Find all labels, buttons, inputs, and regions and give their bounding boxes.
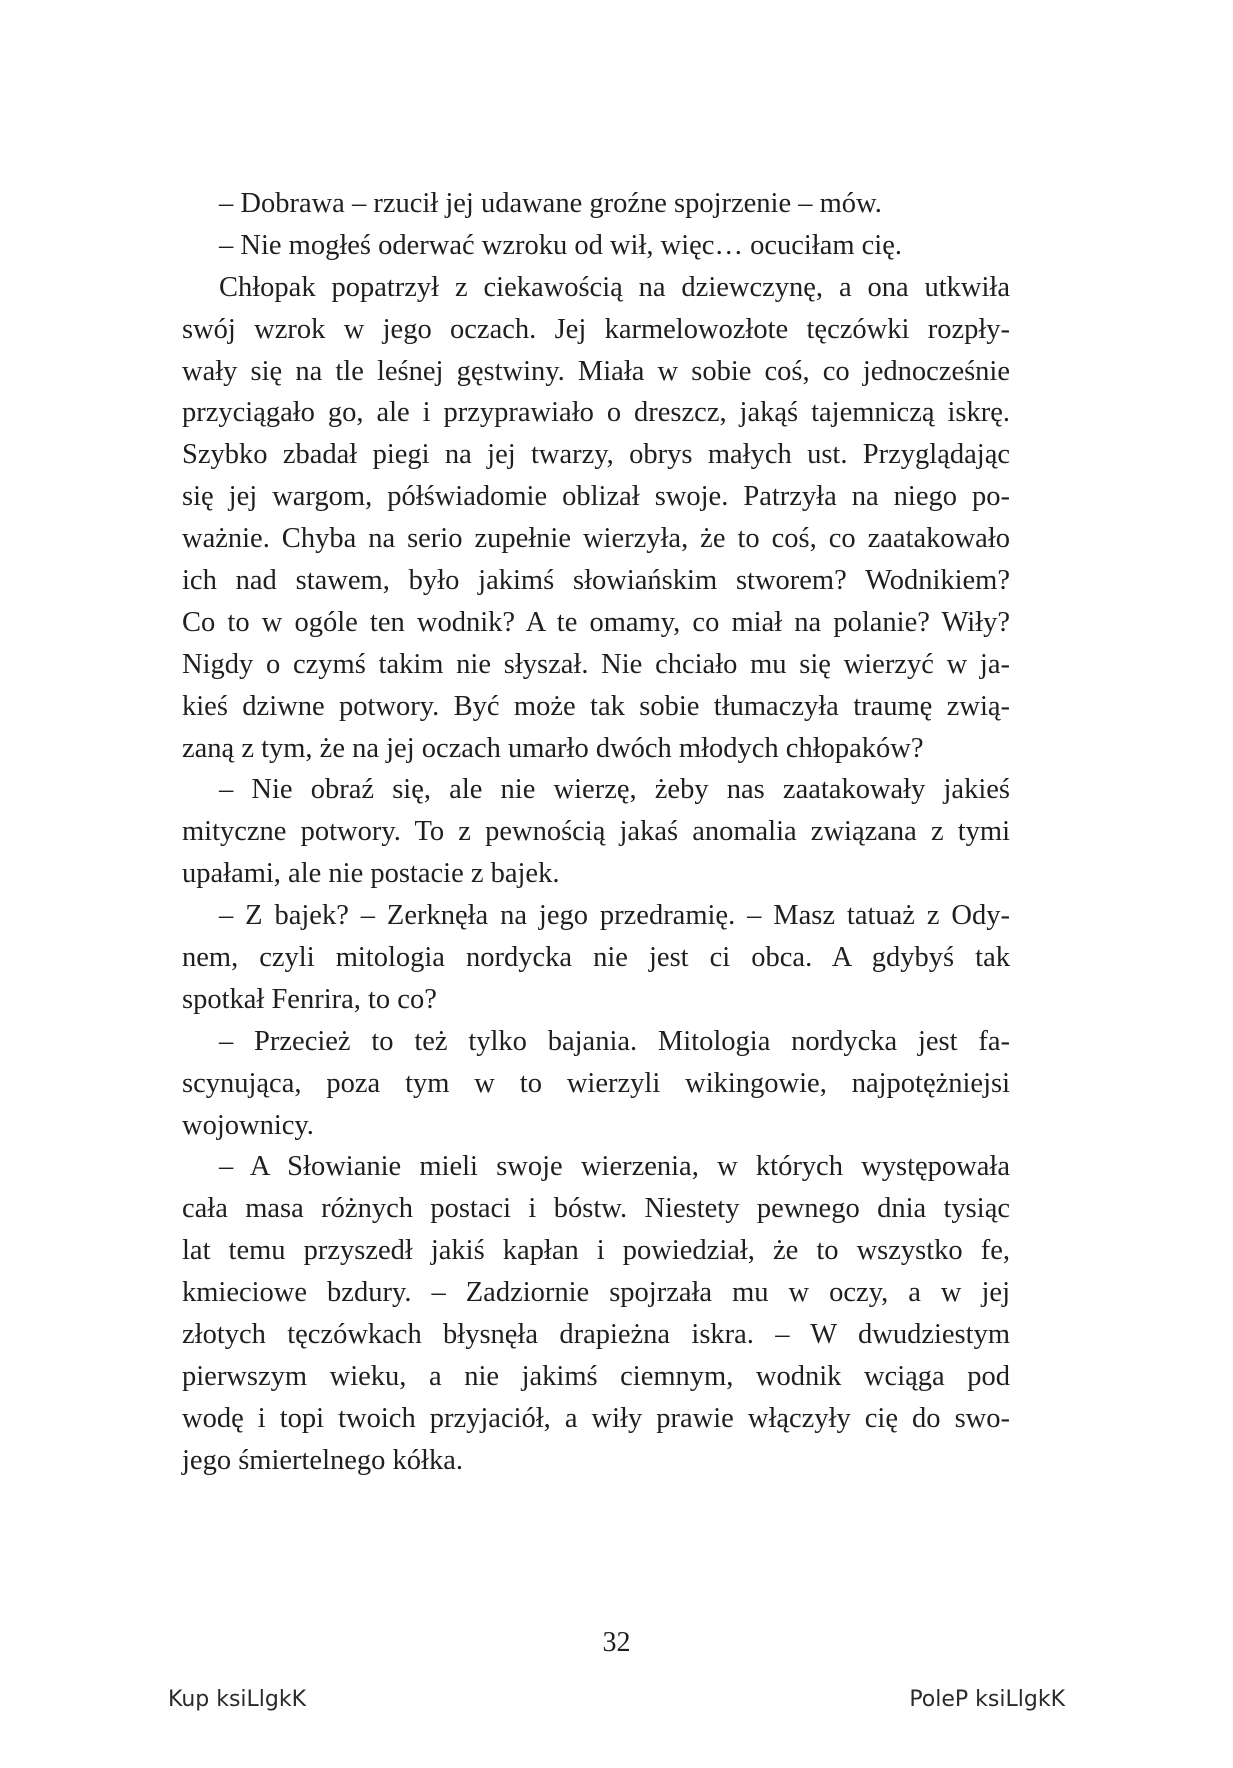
text-line: wojownicy. [182, 1109, 314, 1141]
text-line: – Z bajek? – Zerknęła na jego przedramię. – Masz tatuaż z Ody- [219, 900, 1010, 932]
text-line: wodę i topi twoich przyjaciół, a wiły prawie włączyły cię do swo- [182, 1402, 1010, 1434]
text-line: – Nie mogłeś oderwać wzroku od wił, więc… ocuciłam cię. [219, 229, 902, 261]
text-line: mityczne potwory. To z pewnością jakaś anomalia związana z tymi [182, 816, 1010, 848]
text-line: swój wzrok w jego oczach. Jej karmelowozłote tęczówki rozpły- [182, 313, 1010, 345]
text-line: Co to w ogóle ten wodnik? A te omamy, co miał na polanie? Wiły? [182, 606, 1010, 638]
text-line: lat temu przyszedł jakiś kapłan i powiedział, że to wszystko fe, [182, 1235, 1010, 1267]
text-line: cała masa różnych postaci i bóstw. Niestety pewnego dnia tysiąc [182, 1193, 1010, 1225]
text-line: Nigdy o czymś takim nie słyszał. Nie chciało mu się wierzyć w ja- [182, 648, 1010, 680]
text-line: ważnie. Chyba na serio zupełnie wierzyła, że to coś, co zaatakowało [182, 523, 1010, 555]
text-line: kieś dziwne potwory. Być może tak sobie tłumaczyła traumę zwią- [182, 690, 1010, 722]
text-line: pierwszym wieku, a nie jakimś ciemnym, wodnik wciąga pod [182, 1360, 1010, 1392]
text-line: się jej wargom, półświadomie oblizał swoje. Patrzyła na niego po- [182, 481, 1010, 513]
body-text [182, 183, 1010, 1482]
text-line: Szybko zbadał piegi na jej twarzy, obrys małych ust. Przyglądając [182, 439, 1010, 471]
text-line: – Dobrawa – rzucił jej udawane groźne spojrzenie – mów. [219, 188, 882, 219]
text-line: jego śmiertelnego kółka. [182, 1444, 463, 1476]
text-line: – Przecież to też tylko bajania. Mitologia nordycka jest fa- [219, 1025, 1010, 1057]
page-number: 32 [602, 1627, 631, 1658]
text-line: ich nad stawem, było jakimś słowiańskim stworem? Wodnikiem? [182, 565, 1010, 597]
text-line: upałami, ale nie postacie z bajek. [182, 858, 560, 890]
text-line: – A Słowianie mieli swoje wierzenia, w których występowała [219, 1151, 1010, 1183]
text-line: zaną z tym, że na jej oczach umarło dwóch młodych chłopaków? [182, 732, 924, 764]
text-line: złotych tęczówkach błysnęła drapieżna iskra. – W dwudziestym [182, 1319, 1010, 1351]
text-line: wały się na tle leśnej gęstwiny. Miała w sobie coś, co jednocześnie [182, 355, 1010, 387]
text-line: spotkał Fenrira, to co? [182, 983, 437, 1015]
text-line: przyciągało go, ale i przyprawiało o dreszcz, jakąś tajemniczą iskrę. [182, 397, 1010, 429]
footer-recommend-book-link[interactable]: PoleP ksiLlgkK [909, 1687, 1065, 1712]
text-line: kmieciowe bzdury. – Zadziornie spojrzała mu w oczy, a w jej [182, 1277, 1010, 1309]
text-line: Chłopak popatrzył z ciekawością na dziewczynę, a ona utkwiła [219, 271, 1010, 303]
text-line: nem, czyli mitologia nordycka nie jest ci obca. A gdybyś tak [182, 942, 1010, 974]
footer-buy-book-link[interactable]: Kup ksiLlgkK [168, 1687, 307, 1712]
text-line: – Nie obraź się, ale nie wierzę, żeby nas zaatakowały jakieś [219, 774, 1010, 806]
text-line: scynująca, poza tym w to wierzyli wikingowie, najpotężniejsi [182, 1067, 1010, 1099]
